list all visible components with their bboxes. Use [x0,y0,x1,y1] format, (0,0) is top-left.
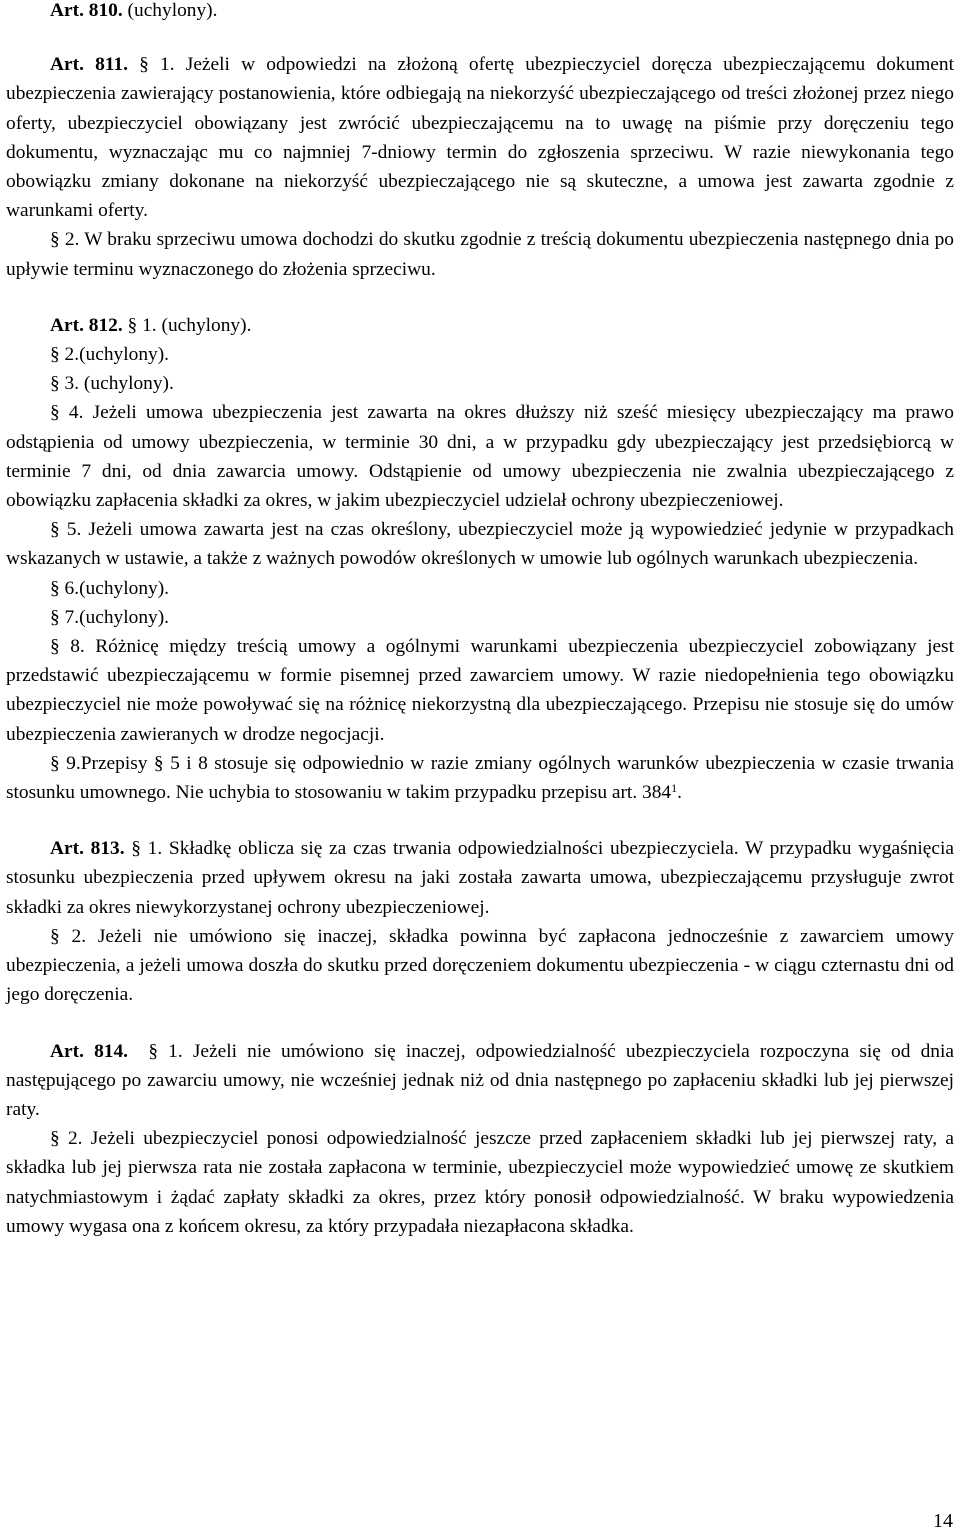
art-812-par-9-superscript: 1 [671,781,678,796]
art-814-par-1-text: § 1. Jeżeli nie umówiono się inaczej, odpowiedzialność ubezpieczyciela rozpoczyna się od dnia następującego po zawarciu umowy, nie wcześniej jednak niż od dnia następnego po zapłaceniu składki lub jej pierwszej raty. [6,1040,959,1120]
art-812-par-1-text: § 1. (uchylony). [122,314,252,336]
art-811-par-1-text: § 1. Jeżeli w odpowiedzi na złożoną ofertę ubezpieczyciel doręcza ubezpieczającemu dokument ubezpieczenia zawierający postanowienia, które odbiegają na niekorzyść ubezpieczającego od treści złożonej przez niego oferty, ubezpieczyciel obowiązany jest zwrócić ubezpieczającemu na to uwagę na piśmie przy doręczeniu tego dokumentu, wyznaczając mu co najmniej 7-dniowy termin do zgłoszenia sprzeciwu. W razie niewykonania tego obowiązku zmiany dokonane na niekorzyść ubezpieczającego nie są skuteczne, a umowa jest zawarta zgodnie z warunkami oferty. [6,54,954,222]
art-812-par-4: § 4. Jeżeli umowa ubezpieczenia jest zawarta na okres dłuższy niż sześć miesięcy ubezpieczający ma prawo odstąpienia od umowy ubezpieczenia, w terminie 30 dni, a w przypadku gdy ubezpieczający jest przedsiębiorcą w terminie 7 dni, od dnia zawarcia umowy. Odstąpienie od umowy ubezpieczenia nie zwalnia ubezpieczającego z obowiązku zapłacenia składki za okres, w jakim ubezpieczyciel udzielał ochrony ubezpieczeniowej. [6,402,954,512]
art-812-par-6: § 6.(uchylony). [50,577,170,599]
art-812-par-1 [6,311,954,340]
art-811-par-1 [6,50,954,225]
art-812-par-8: § 8. Różnicę między treścią umowy a ogólnymi warunkami ubezpieczenia ubezpieczyciel zobowiązany jest przedstawić ubezpieczającemu w formie pisemnej przed zawarciem umowy. W razie niedopełnienia tego obowiązku ubezpieczyciel nie może powoływać się na różnicę niekorzystną dla ubezpieczającego. Przepisu nie stosuje się do umów ubezpieczenia zawieranych w drodze negocjacji. [6,636,954,745]
art-814-par-2: § 2. Jeżeli ubezpieczyciel ponosi odpowiedzialność jeszcze przed zapłaceniem składki lub jej pierwszej raty, a składka lub jej pierwsza rata nie została zapłacona w terminie, ubezpieczyciel może wypowiedzieć umowę ze skutkiem natychmiastowym i żądać zapłaty składki za okres, przez który ponosił odpowiedzialność. W braku wypowiedzenia umowy wygasa ona z końcem okresu, za który przypadała niezapłacona składka. [6,1128,954,1237]
art-814-par-1 [6,1037,959,1125]
art-810-number: Art. 810. [50,0,123,21]
art-811-number: Art. 811. [50,54,128,76]
art-812-par-5: § 5. Jeżeli umowa zawarta jest na czas określony, ubezpieczyciel może ją wypowiedzieć jedynie w przypadkach wskazanych w ustawie, a także z ważnych powodów określonych w umowie lub ogólnych warunkach ubezpieczenia. [6,519,954,570]
art-813-par-1 [6,834,954,922]
art-810-text: (uchylony). [122,0,218,21]
art-812-par-9-end: . [677,782,682,804]
art-812-par-9 [6,749,954,807]
art-813-par-2: § 2. Jeżeli nie umówiono się inaczej, składka powinna być zapłacona jednocześnie z zawarciem umowy ubezpieczenia, a jeżeli umowa doszła do skutku przed doręczeniem dokumentu ubezpieczenia - w ciągu czternastu dni od jego doręczenia. [6,925,954,1006]
art-811-par-2: § 2. W braku sprzeciwu umowa dochodzi do skutku zgodnie z treścią dokumentu ubezpieczenia następnego dnia po upływie terminu wyznaczonego do złożenia sprzeciwu. [6,229,954,280]
art-813-par-1-text: § 1. Składkę oblicza się za czas trwania odpowiedzialności ubezpieczyciela. W przypadku wygaśnięcia stosunku ubezpieczenia przed upływem okresu na jaki została zawarta umowa, ubezpieczającemu przysługuje zwrot składki za okres niewykorzystanej ochrony ubezpieczeniowej. [6,838,954,918]
art-810-paragraph [6,0,954,25]
art-812-par-9-text: § 9.Przepisy § 5 i 8 stosuje się odpowiednio w razie zmiany ogólnych warunków ubezpieczenia w czasie trwania stosunku umownego. Nie uchybia to stosowaniu w takim przypadku przepisu art. 384 [6,752,954,804]
art-814-number: Art. 814. [50,1040,129,1062]
art-812-par-3: § 3. (uchylony). [50,373,174,395]
page-number: 14 [933,1510,953,1532]
document-page [6,0,959,1241]
art-812-par-2: § 2.(uchylony). [50,344,170,366]
art-812-number: Art. 812. [50,314,123,336]
art-813-number: Art. 813. [50,838,125,860]
art-812-par-7: § 7.(uchylony). [50,606,170,628]
